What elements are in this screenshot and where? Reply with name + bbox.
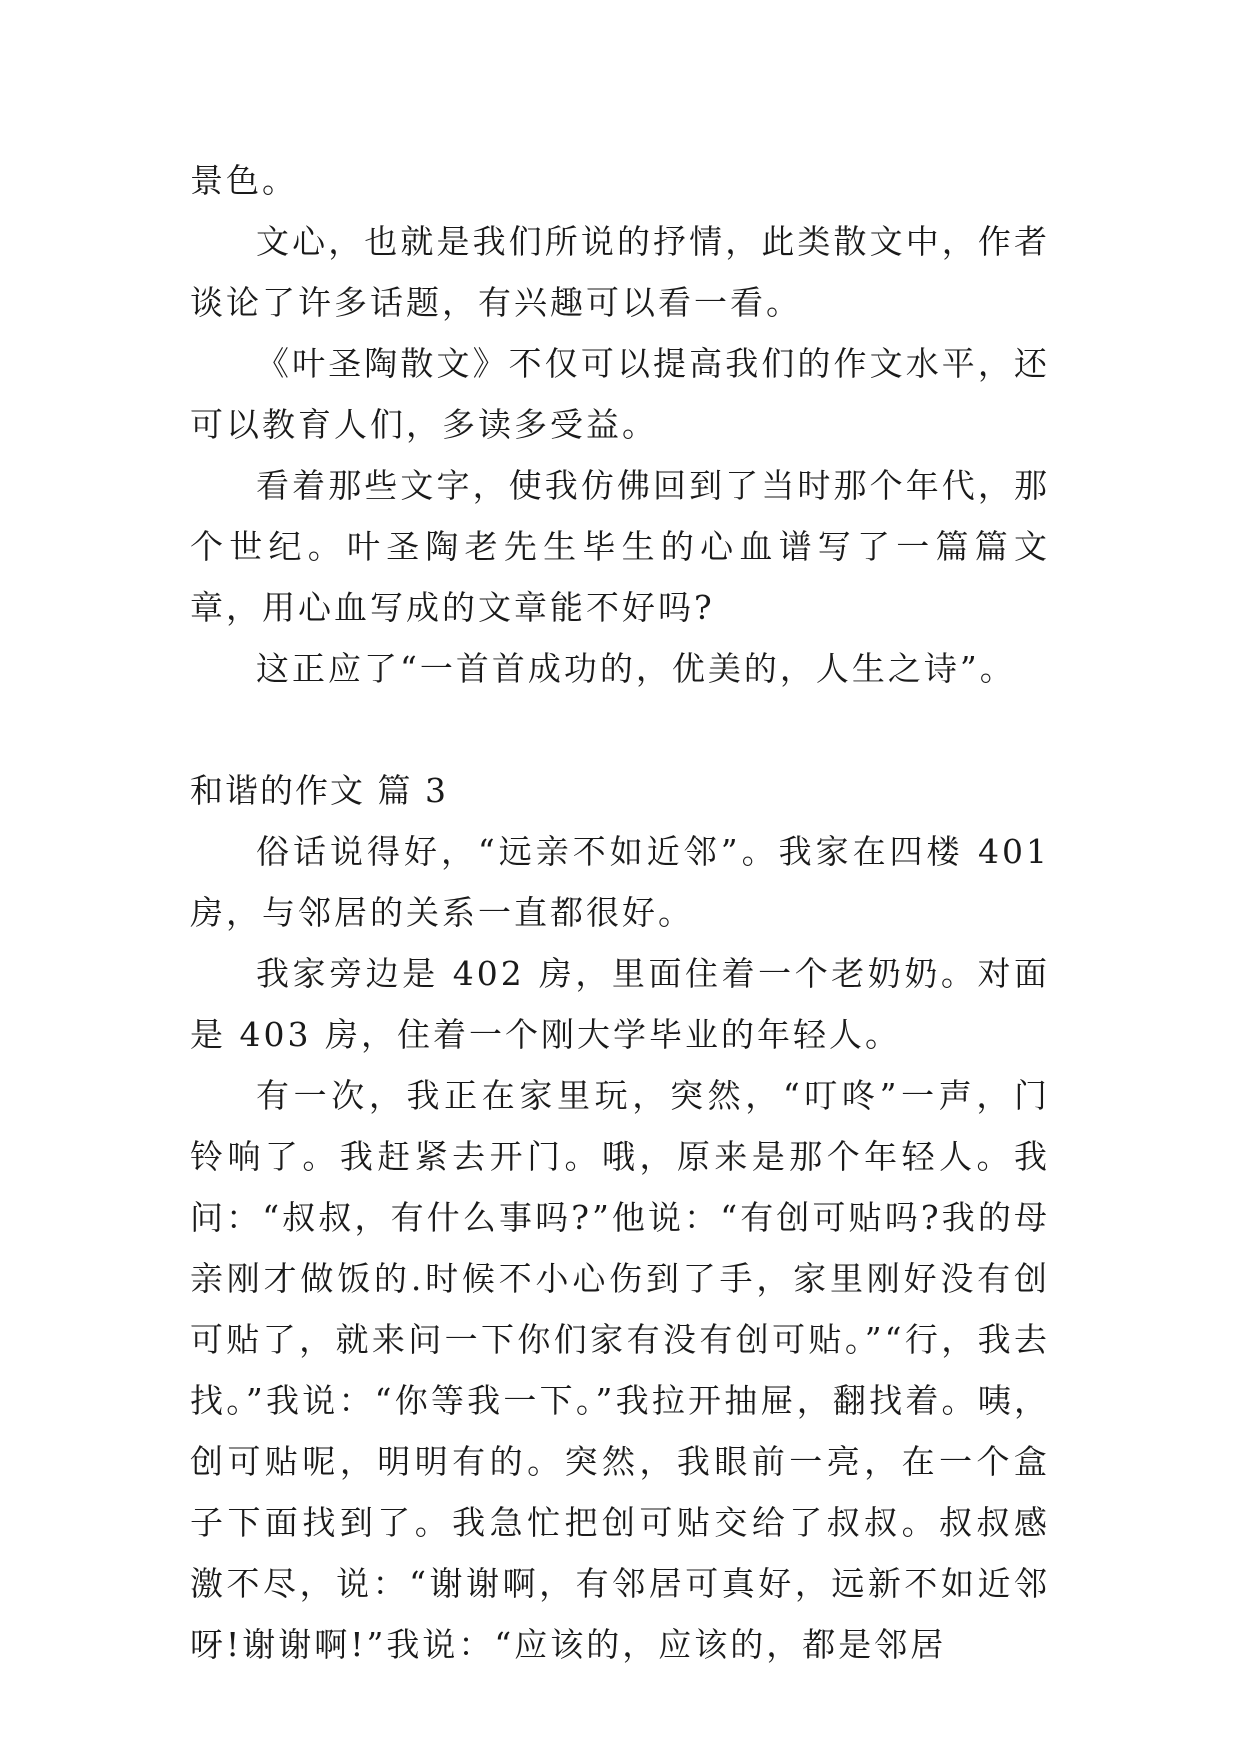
paragraph: 有一次，我正在家里玩，突然，“叮咚”一声，门铃响了。我赶紧去开门。哦，原来是那个年轻人。我问：“叔叔，有什么事吗?”他说：“有创可贴吗?我的母亲刚才做饭的.时候不小心伤到了手，家里刚好没有创可贴了，就来问一下你们家有没有创可贴。”“行，我去找。”我说：“你等我一下。”我拉开抽屉，翻找着。咦，创可贴呢，明明有的。突然，我眼前一亮，在一个盒子下面找到了。我急忙把创可贴交给了叔叔。叔叔感激不尽，说：“谢谢啊，有邻居可真好，远新不如近邻呀!谢谢啊!”我说：“应该的，应该的，都是邻居 — [190, 1076, 1050, 1664]
paragraph: 这正应了“一首首成功的，优美的，人生之诗”。 — [256, 649, 1016, 688]
paragraph: 看着那些文字，使我仿佛回到了当时那个年代，那个世纪。叶圣陶老先生毕生的心血谱写了一篇篇文章，用心血写成的文章能不好吗? — [190, 466, 1050, 627]
section-title: 和谐的作文 篇 3 — [190, 771, 448, 810]
paragraph: 我家旁边是 402 房，里面住着一个老奶奶。对面是 403 房，住着一个刚大学毕业的年轻人。 — [190, 954, 1050, 1054]
paragraph: 《叶圣陶散文》不仅可以提高我们的作文水平，还可以教育人们，多读多受益。 — [190, 344, 1050, 444]
paragraph: 文心，也就是我们所说的抒情，此类散文中，作者谈论了许多话题，有兴趣可以看一看。 — [190, 222, 1050, 322]
paragraph: 俗话说得好，“远亲不如近邻”。我家在四楼 401 房，与邻居的关系一直都很好。 — [190, 832, 1050, 932]
document-body — [190, 150, 1050, 1675]
paragraph: 景色。 — [190, 161, 298, 200]
